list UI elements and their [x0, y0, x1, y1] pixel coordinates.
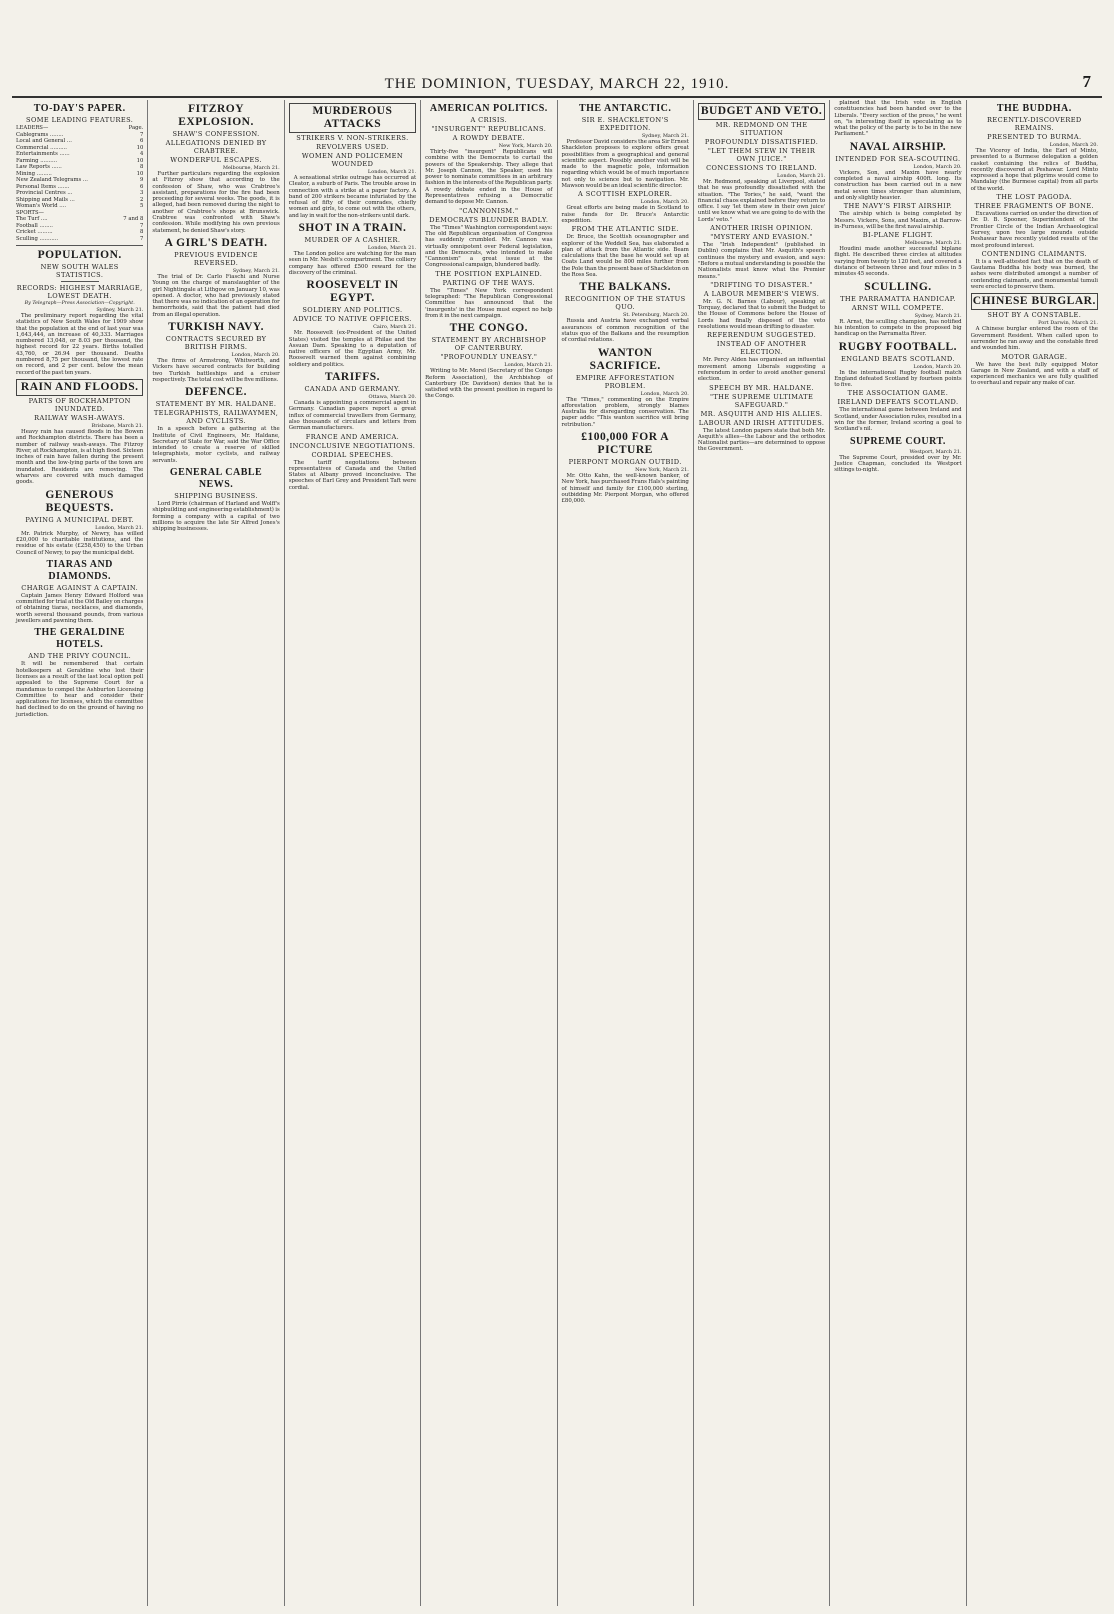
- article-subhead: ALLEGATIONS DENIED BY CRABTREE.: [165, 139, 267, 155]
- index-label: Cricket .........: [16, 229, 53, 235]
- article-body: Mr. Patrick Murphy, of Newry, has willed £20,000 to charitable institutions, and the residue of his estate (£258,450) to the Urban Council of Newry, to pay the municipal debt.: [16, 530, 144, 556]
- dateline: London, March 20.: [913, 363, 962, 370]
- dateline: London, March 20.: [913, 163, 962, 170]
- article-subhead: RECOGNITION OF THE STATUS QUO.: [564, 295, 686, 312]
- article-body: Vickers, Son, and Maxim have nearly completed a naval airship 400ft. long. Its construction has been carried out in a new metal seven times stronger than aluminium, and only slightly heavier.: [834, 169, 962, 201]
- dateline: Cairo, March 21.: [373, 324, 417, 331]
- dateline: Melbourne, March 21.: [222, 165, 280, 171]
- article-subhead: CANADA AND GERMANY.: [304, 385, 401, 394]
- index-page: 8: [140, 229, 144, 235]
- article-subhead: REVOLVERS USED.: [316, 143, 389, 151]
- article-headline: SUPREME COURT.: [849, 435, 946, 447]
- article-subhead: ENGLAND BEATS SCOTLAND.: [841, 354, 955, 363]
- index-label: Law Reports ......: [16, 164, 62, 170]
- article-body: plained that the Irish vote in English constituencies had been handed over to the Liberals. "Every section of the press," he went on, "is interesting itself in speculating as to what the policy of the party is to be in the new Parliament.": [834, 100, 962, 138]
- dateline: Sydney, March 21.: [232, 267, 280, 274]
- article-headline: TIARAS AND DIAMONDS.: [46, 558, 113, 582]
- article-subhead: PROFOUNDLY DISSATISFIED.: [704, 138, 819, 146]
- index-page: Page.: [128, 125, 144, 131]
- index-label: LEADERS—: [16, 125, 49, 131]
- column-8: [967, 100, 1102, 1606]
- article-headline: THE BALKANS.: [579, 281, 671, 294]
- article-subhead: "MYSTERY AND EVASION.": [710, 233, 813, 242]
- index-list: [16, 125, 143, 242]
- index-page: 3: [140, 190, 144, 196]
- article-subhead: STATEMENT BY ARCHBISHOP OF CANTERBURY.: [431, 336, 547, 353]
- article-subhead: A LABOUR MEMBER'S VIEWS.: [703, 289, 820, 298]
- dateline: Sydney, March 21.: [914, 312, 962, 319]
- article-subhead: SHIPPING BUSINESS.: [174, 492, 258, 501]
- article-body: Great efforts are being made in Scotland to raise funds for Dr. Bruce's Antarctic expedition.: [561, 205, 689, 224]
- article-subhead: PARTING OF THE WAYS.: [442, 278, 535, 287]
- index-page: 8: [140, 164, 144, 170]
- index-subtitle: SOME LEADING FEATURES.: [26, 116, 134, 124]
- article-body: Thirty-five "insurgent" Republicans will combine with the Democrats to curtail the powers of the Speakership. They allege that Mr. Joseph Cannon, the Speaker, used his power to nominate committees in an arbitrary fashion in the interests of the Republican party. A rowdy debate ended in the House of Representatives refusing a Democratic demand to depose Mr. Cannon.: [425, 149, 553, 206]
- article-subhead: CONTRACTS SECURED BY BRITISH FIRMS.: [165, 335, 267, 352]
- dateline: London, March 20.: [231, 352, 280, 359]
- article-body: Professor David considers the area Sir Ernest Shackleton proposes to explore offers great possibilities from a geographical and general scientific aspect. Possibly another visit will be made to the magnetic pole, information regarding which would be of much importance not only to science but to navigation. Mr. Mawson would be an ideal scientific director.: [561, 139, 689, 190]
- article-subhead: FRANCE AND AMERICA.: [305, 432, 400, 441]
- article-subhead: SHOT BY A CONSTABLE.: [987, 311, 1082, 320]
- article-body: Houdini made another successful biplane flight. He described three circles at altitudes varying from twenty to 120 feet, and covered a distance of between three and four miles in 5 minutes 45 seconds.: [834, 246, 962, 278]
- article-subhead: REFERENDUM SUGGESTED.: [707, 331, 817, 340]
- article-headline: TARIFFS.: [324, 371, 381, 384]
- article-subhead: BI-PLANE FLIGHT.: [862, 231, 934, 240]
- article-body: The preliminary report regarding the vital statistics of New South Wales for 1909 show that the population at the end of last year was 1,643,444, an increase of 40,333. Marriages numbered 13,048, or 8.03 per thousand, the highest record for 22 years. Births totalled 43,760, or 26.94 per thousand. Deaths numbered 8,75 per thousand, the lowest rate on record, and 2 per cent. below the mean record of the past ten years.: [16, 313, 144, 376]
- article-subhead: MR. ASQUITH AND HIS ALLIES.: [700, 409, 823, 418]
- dateline: Sydney, March 21.: [641, 133, 689, 139]
- article-body: Mr. Otto Kahn, the well-known banker, of New York, has purchased Frans Hals's painting of himself and family for £100,000 sterling, outbidding Mr. Pierpont Morgan, who offered £80,000.: [561, 473, 689, 505]
- article-subhead: STRIKERS V. NON-STRIKERS.: [296, 134, 409, 142]
- article-subhead: A CRISIS.: [470, 116, 508, 124]
- dateline: Brisbane, March 21.: [91, 422, 144, 429]
- dateline: London, March 20.: [640, 199, 689, 206]
- article-subhead: SPEECH BY MR. HALDANE.: [709, 383, 815, 392]
- article-body: In the international Rugby football match England defeated Scotland by fourteen points to five.: [834, 369, 962, 389]
- article-subhead: THE NAVY'S FIRST AIRSHIP.: [843, 202, 953, 211]
- column-7: [830, 100, 966, 1606]
- article-headline: THE CONGO.: [449, 322, 529, 335]
- article-subhead: ADVICE TO NATIVE OFFICERS.: [293, 315, 412, 324]
- article-subhead: NEW SOUTH WALES STATISTICS.: [40, 263, 119, 279]
- article-headline: WANTON SACRIFICE.: [589, 346, 661, 372]
- index-page: 7: [140, 222, 144, 229]
- index-label: Provincial Centres ...: [16, 190, 73, 196]
- article-subhead: RECORDS: HIGHEST MARRIAGE, LOWEST DEATH.: [16, 284, 143, 300]
- article-subhead: MR. REDMOND ON THE SITUATION: [715, 121, 808, 137]
- article-headline: AMERICAN POLITICS.: [429, 103, 548, 114]
- article-subhead: "INSURGENT" REPUBLICANS.: [431, 125, 547, 133]
- article-subhead: LABOUR AND IRISH ATTITUDES.: [698, 418, 825, 427]
- article-subhead: "THE SUPREME ULTIMATE SAFEGUARD.": [709, 392, 814, 409]
- index-label: Sculling ...........: [16, 235, 59, 242]
- article-headline: DEFENCE.: [185, 386, 247, 399]
- article-subhead: SIR E. SHACKLETON'S EXPEDITION.: [581, 116, 669, 132]
- index-label: Commercial ..........: [16, 144, 67, 151]
- article-subhead: MURDER OF A CASHIER.: [304, 236, 401, 245]
- article-headline: CHINESE BURGLAR.: [971, 293, 1098, 310]
- article-body: The Supreme Court, presided over by Mr. Justice Chapman, concluded its Westport sittings to-night.: [834, 454, 962, 474]
- index-label: Mining .........: [16, 170, 52, 177]
- article-subhead: PREVIOUS EVIDENCE REVERSED.: [174, 250, 258, 267]
- article-body: In a speech before a gathering at the Institute of Civil Engineers, Mr. Haldane, Secretary of State for War, said the War Office intended to create a reserve of skilled telegraphists, motor cyclists, and railway servants.: [152, 426, 280, 464]
- article-subhead: THE ASSOCIATION GAME.: [847, 389, 949, 398]
- article-headline: SCULLING.: [864, 280, 932, 293]
- article-subhead: A SCOTTISH EXPLORER.: [578, 190, 673, 199]
- article-headline: RAIN AND FLOODS.: [16, 379, 143, 396]
- dateline: Ottawa, March 20.: [368, 394, 417, 401]
- column-1: [12, 100, 148, 1606]
- columns: [12, 100, 1102, 1606]
- article-headline: NAVAL AIRSHIP.: [849, 140, 947, 153]
- article-subhead: INTENDED FOR SEA-SCOUTING.: [835, 154, 961, 163]
- article-body: Mr. Redmond, speaking at Liverpool, stated that he was profoundly dissatisfied with the situation. "The Tories," he said, "want the financial chaos explained before they return to office. I say 'let them stew in their own juice' until we know what we are going to do with the Lords' veto.": [697, 179, 826, 223]
- dateline: Sydney, March 21.: [96, 307, 144, 313]
- index-label: Cablegrams ........: [16, 131, 64, 138]
- masthead-title: THE DOMINION, TUESDAY, MARCH 22, 1910.: [384, 76, 730, 92]
- article-subhead: CORDIAL SPEECHES.: [311, 450, 394, 459]
- article-body: The trial of Dr. Carlo Fiaschi and Nurse Young on the charge of manslaughter of the girl Nightingale at Lithgow on January 10, was opened. A doctor, who had previously stated that there was no indication of an operation for hemorrhoids, said that the patient had died from an illegal operation.: [152, 273, 280, 318]
- article-subhead: INSTEAD OF ANOTHER ELECTION.: [716, 340, 807, 357]
- article-body: The "Irish Independent" (published in Dublin) complains that Mr. Asquith's speech continues the mystery and evasion, and says: "Before a mutual understanding is possible the Nationalists must know what the Premier means.": [697, 242, 826, 280]
- article-headline: POPULATION.: [37, 249, 122, 261]
- article-body: R. Arnst, the sculling champion, has notified his intention to compete in the proposed big handicap on the Parramatta River.: [834, 318, 962, 338]
- article-body: The latest London papers state that both Mr. Asquith's allies—the Labour and the orthodox Nationalist parties—are determined to oppose the Government.: [697, 427, 826, 453]
- article-subhead: CHARGE AGAINST A CAPTAIN.: [21, 583, 139, 592]
- article-subhead: WOMEN AND POLICEMEN WOUNDED: [301, 152, 404, 168]
- article-body: The tariff negotiations between representatives of Canada and the United States at Albany proved inconclusive. The speeches of Earl Grey and President Taft were cordial.: [288, 459, 417, 491]
- index-page: 10: [136, 144, 144, 151]
- article-body: Mr. Roosevelt (ex-President of the United States) visited the temples at Philae and the Assuan Dam. Speaking to a deputation of native officers of the Egyptian Army, Mr. Roosevelt warned them against combining soldiery and politics.: [288, 330, 417, 368]
- index-label: Personal Items .......: [16, 183, 70, 190]
- article-subhead: CONCESSIONS TO IRELAND.: [706, 164, 818, 172]
- index-page: 10: [136, 170, 144, 177]
- index-page: 9: [140, 177, 144, 183]
- article-headline: THE BUDDHA.: [996, 103, 1072, 114]
- article-subhead: INCONCLUSIVE NEGOTIATIONS.: [289, 441, 416, 450]
- article-subhead: ANOTHER IRISH OPINION.: [710, 224, 814, 233]
- dateline: London, March 21.: [367, 169, 417, 175]
- article-headline: TURKISH NAVY.: [168, 321, 265, 334]
- dateline: Westport, March 21.: [909, 448, 962, 455]
- index-label: Woman's World ....: [16, 203, 67, 209]
- article-subhead: RAILWAY WASH-AWAYS.: [34, 413, 126, 422]
- dateline: London, March 21.: [777, 173, 826, 179]
- article-subhead: DEMOCRATS BLUNDER BADLY.: [429, 215, 549, 224]
- index-row: [16, 236, 143, 243]
- dateline: New York, March 20.: [498, 143, 553, 149]
- article-subhead: PIERPONT MORGAN OUTBID.: [568, 458, 682, 467]
- column-2: [148, 100, 284, 1606]
- article-subhead: CONTENDING CLAIMANTS.: [981, 249, 1088, 258]
- article-subhead: "LET THEM STEW IN THEIR OWN JUICE.": [707, 147, 816, 163]
- index-label: Football ........: [16, 222, 53, 229]
- article-body: Canada is appointing a commercial agent in Germany. Canadian papers report a great influx of commercial travellers from Germany, also thousands of circulars and letters from German manufacturers.: [288, 400, 417, 432]
- article-subhead: RECENTLY-DISCOVERED REMAINS.: [987, 116, 1082, 132]
- column-4: [421, 100, 557, 1606]
- article-headline: ROOSEVELT IN EGYPT.: [306, 279, 399, 305]
- column-6: [694, 100, 830, 1606]
- index-label: Farming ..........: [16, 157, 58, 164]
- article-subhead: SHAW'S CONFESSION.: [172, 130, 260, 138]
- index-page: 6: [140, 138, 144, 144]
- dateline: Melbourne, March 21.: [904, 240, 962, 247]
- page-number: 7: [1082, 72, 1092, 91]
- article-body: Mr. G. N. Barnes (Labour), speaking at Torquay, declared that to submit the Budget to the House of Commons before the House of Lords had finally disposed of the veto resolutions would mean drifting to disaster.: [697, 298, 826, 331]
- divider: [61, 281, 99, 282]
- column-3: [285, 100, 421, 1606]
- article-subhead: STATEMENT BY MR. HALDANE.: [155, 400, 277, 409]
- article-subhead: PARTS OF ROCKHAMPTON INUNDATED.: [28, 396, 131, 413]
- index-label: New Zealand Telegrams ...: [16, 177, 88, 183]
- article-headline: SHOT IN A TRAIN.: [298, 222, 407, 235]
- article-subhead: MOTOR GARAGE.: [1001, 352, 1068, 361]
- article-body: Russia and Austria have exchanged verbal assurances of common recognition of the status quo of the Balkans and the resumption of cordial relations.: [561, 318, 689, 344]
- article-body: Captain James Henry Edward Holford was committed for trial at the Old Bailey on charges of obtaining tiaras, necklaces, and diamonds, worth several thousand pounds, from various jewellers and pawning them.: [16, 592, 144, 625]
- article-body: The "Times" Washington correspondent says: The old Republican organisation of Congress has suddenly crumbled. Mr. Cannon was virtually omnipotent over Federal legislation, and the Democrats, who intended to make "Cannonism" a great issue at the Congressional campaign, blundered badly.: [425, 224, 553, 269]
- index-title: TO-DAY'S PAPER.: [33, 103, 126, 114]
- article-body: Further particulars regarding the explosion at Fitzroy show that according to the confession of Shaw, who was Crabtree's assistant, preparations for the fire had been proceeding for several weeks. The goods, it is alleged, had been removed during the night to another of Crabtree's shops at Brunswick. Crabtree was confronted with Shaw's confession. While modifying his own previous statement, he denied Shaw's story.: [152, 171, 280, 234]
- article-body: Writing to Mr. Morel (Secretary of the Congo Reform Association), the Archbishop of Canterbury (Dr. Davidson) denies that he is satisfied with the present position in regard to the Congo.: [425, 368, 553, 400]
- index-page: 10: [136, 157, 144, 164]
- article-subhead: PAYING A MUNICIPAL DEBT.: [25, 515, 135, 524]
- dateline: London, March 20.: [640, 390, 689, 397]
- article-body: It will be remembered that certain hotelkeepers at Geraldine who lost their licenses as a result of the last local option poll appealed to the Supreme Court for a mandamus to compel the Ashburton Licensing Committee to hear and consider their applications for licenses, which the committee had declined to do on the ground of having no jurisdiction.: [16, 661, 144, 718]
- article-subhead: EMPIRE AFFORESTATION PROBLEM.: [575, 373, 675, 390]
- article-headline: A GIRL'S DEATH.: [164, 236, 268, 249]
- article-subhead: WONDERFUL ESCAPES.: [170, 156, 262, 164]
- article-body: A sensational strike outrage has occurred at Cleator, a suburb of Paris. The trouble arose in connection with a strike at a paper factory. A band of 200 strikers became infuriated by the refusal of fifty of their comrades, chiefly women and girls, to come out with the others, and lay in wait for the non-strikers until dark.: [288, 175, 417, 219]
- article-headline: THE GERALDINE HOTELS.: [34, 627, 126, 651]
- article-headline: RUGBY FOOTBALL.: [838, 340, 958, 353]
- article-subhead: PRESENTED TO BURMA.: [987, 133, 1082, 141]
- article-body: We have the best fully equipped Motor Garage in New Zealand, and with a staff of experienced mechanics we are fully qualified to overhaul and repair any make of car.: [970, 361, 1098, 387]
- article-body: Dr. Bruce, the Scottish oceanographer and explorer of the Weddell Sea, has elaborated a plan of attack from the Atlantic side. Beam calculations that the base he would set up at Coats Land would be 800 miles further from the Pole than the present base of Shackleton on the Ross Sea.: [561, 234, 689, 279]
- article-subhead: "DRIFTING TO DISASTER.": [710, 280, 813, 289]
- article-subhead: THE POSITION EXPLAINED.: [435, 269, 543, 278]
- article-subhead: IRELAND DEFEATS SCOTLAND.: [837, 398, 959, 407]
- divider: [16, 245, 143, 246]
- article-subhead: SOLDIERY AND POLITICS.: [302, 306, 403, 315]
- article-body: The international game between Ireland and Scotland, under Association rules, resulted in a win for the former, Ireland scoring a goal to Scotland's nil.: [834, 407, 962, 433]
- byline: By Telegraph—Press Association—Copyright.: [24, 301, 135, 306]
- article-body: Heavy rain has caused floods in the Bowen and Rockhampton districts. There has been a number of railway wash-aways. The Fitzroy River, at Rockhampton, is at high flood. Sixteen inches of rain have fallen during the present month and the low-lying parts of the town are inundated. Residents are removing. The wharves are covered with much damaged goods.: [16, 428, 144, 486]
- article-headline: GENEROUS BEQUESTS.: [45, 488, 114, 514]
- article-body: The firms of Armstrong, Whitworth, and Vickers have secured contracts for building two Turkish battleships and a cruiser respectively. The total cost will be five millions.: [152, 358, 280, 383]
- index-label: Entertainments ......: [16, 151, 70, 157]
- index-label: The Turf ....: [16, 216, 48, 222]
- article-headline: BUDGET AND VETO.: [698, 103, 825, 120]
- article-headline: £100,000 FOR A PICTURE: [581, 431, 670, 457]
- index-page: 7: [140, 131, 144, 138]
- article-body: The "Times" New York correspondent telegraphed: "The Republican Congressional Committee has announced that the 'insurgents' in the House must expect no help from it in the next campaign.: [425, 287, 553, 319]
- column-5: [558, 100, 694, 1606]
- article-headline: MURDEROUS ATTACKS: [289, 103, 416, 133]
- article-subhead: THE LOST PAGODA.: [996, 193, 1073, 202]
- dateline: London, March 21.: [367, 245, 417, 252]
- article-body: The Viceroy of India, the Earl of Minto, presented to a Burmese delegation a golden casket containing the relics of Buddha, recently discovered at Peshawar. Lord Minto expressed a hope that pilgrims would come to Mandalay (the Burmese capital) from all parts of the world.: [970, 148, 1098, 192]
- article-subhead: THE PARRAMATTA HANDICAP.: [840, 294, 956, 303]
- article-subhead: A ROWDY DEBATE.: [452, 134, 526, 142]
- article-headline: THE ANTARCTIC.: [578, 103, 672, 114]
- article-subhead: FROM THE ATLANTIC SIDE.: [571, 225, 679, 234]
- index-page: 2: [140, 196, 144, 203]
- dateline: St. Petersburg, March 20.: [622, 312, 689, 319]
- article-body: A Chinese burglar entered the room of the Government Resident. When called upon to surrender he ran away and the constable fired and wounded him.: [970, 326, 1098, 352]
- article-body: Lord Pirrie (chairman of Harland and Wolff's shipbuilding and engineering establishment) is forming a company with a capital of two millions to acquire the late Sir Alfred Jones's shipping businesses.: [152, 501, 280, 533]
- index-label: SPORTS—: [16, 209, 44, 216]
- dateline: New York, March 21.: [635, 467, 689, 474]
- article-subhead: "CANNONISM.": [459, 206, 519, 215]
- index-page: 5: [140, 203, 144, 209]
- dateline: London, March 21.: [95, 524, 144, 531]
- article-subhead: "PROFOUNDLY UNEASY.": [440, 353, 538, 362]
- dateline: Port Darwin, March 21.: [1038, 320, 1098, 327]
- article-headline: FITZROY EXPLOSION.: [178, 103, 254, 128]
- index-page: 7: [140, 235, 144, 242]
- article-subhead: AND THE PRIVY COUNCIL.: [28, 652, 132, 661]
- article-subhead: ARNST WILL COMPETE.: [851, 303, 944, 312]
- article-body: It is a well-attested fact that on the death of Gautama Buddha his body was burned, the ashes were distributed amongst a number of contending claimants, and monumental tumuli were erected to preserve them.: [970, 258, 1098, 291]
- index-label: Shipping and Mails ...: [16, 196, 75, 203]
- masthead: [0, 72, 1114, 94]
- article-body: The airship which is being completed by Messrs. Vickers, Sons, and Maxim, at Barrow-in-Furness, will be the first naval airship.: [834, 211, 962, 230]
- dateline: London, March 20.: [1049, 142, 1098, 148]
- article-body: Excavations carried on under the direction of Dr. D. B. Spooner, Superintendent of the Frontier Circle of the Indian Archaeological Survey, upon two large mounds outside Peshawar have recently yielded results of the most profound interest.: [970, 211, 1098, 249]
- dateline: London, March 21.: [504, 362, 553, 369]
- masthead-rule: [12, 96, 1102, 98]
- index-page: 7 and 8: [123, 216, 144, 222]
- article-headline: GENERAL CABLE NEWS.: [169, 467, 263, 491]
- article-subhead: THREE FRAGMENTS OF BONE.: [974, 202, 1095, 211]
- article-subhead: TELEGRAPHISTS, RAILWAYMEN, AND CYCLISTS.: [153, 409, 279, 426]
- article-body: The London police are watching for the man seen in Mr. Nesbit's compartment. The colliery company has offered £500 reward for the discovery of the criminal.: [288, 251, 417, 276]
- index-page: 6: [140, 183, 144, 190]
- index-page: 4: [140, 151, 144, 157]
- article-body: The "Times," commenting on the Empire afforestation problem, strongly blames Australia for disregarding conservation. The paper adds: "This wanton sacrifice will bring retribution.": [561, 396, 689, 428]
- article-body: Mr. Percy Alden has organised an influential movement among Liberals suggesting a referendum in order to avoid another general election.: [697, 357, 826, 383]
- index-label: Local and General ...: [16, 138, 72, 144]
